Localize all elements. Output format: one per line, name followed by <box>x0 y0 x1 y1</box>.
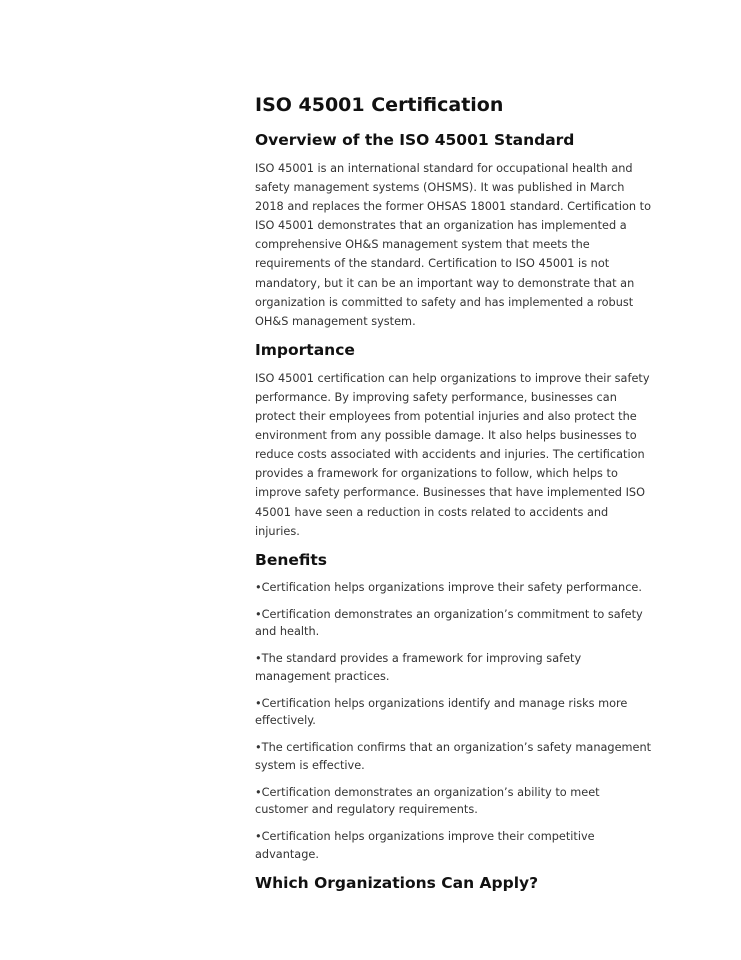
benefit-text: Certification helps organizations improve their safety performance. <box>261 580 642 594</box>
benefits-section <box>255 550 655 864</box>
importance-heading: Importance <box>255 340 355 359</box>
document-title: ISO 45001 Certification <box>255 94 504 116</box>
benefit-text: Certification demonstrates an organization’s commitment to safety and health. <box>255 607 643 639</box>
benefit-item <box>255 695 655 730</box>
importance-section <box>255 340 655 541</box>
benefit-text: Certification helps organizations improve their competitive advantage. <box>255 830 595 861</box>
benefit-text: Certification helps organizations identify and manage risks more effectively. <box>255 696 628 728</box>
bullet-icon: • <box>255 696 262 710</box>
benefit-text: The standard provides a framework for improving safety management practices. <box>255 652 582 683</box>
bullet-icon: • <box>255 652 262 666</box>
benefit-text: Certification demonstrates an organization’s ability to meet customer and regulatory requirements. <box>255 785 600 817</box>
bullet-icon: • <box>255 580 262 594</box>
overview-paragraph: ISO 45001 is an international standard for occupational health and safety management systems (OHSMS). It was published in March 2018 and replaces the former OHSAS 18001 standard. Certification to ISO 45001 demonstrates that an organization has implemented a comprehensive OH&S management system that meets the requirements of the standard. Certification to ISO 45001 is not mandatory, but it can be an important way to demonstrate that an organization is committed to safety and has implemented a robust OH&S management system. <box>255 162 652 328</box>
bullet-icon: • <box>255 830 262 844</box>
benefit-item <box>255 606 655 641</box>
benefit-item <box>255 739 655 774</box>
bullet-icon: • <box>255 607 262 621</box>
benefit-item <box>255 828 655 863</box>
bullet-icon: • <box>255 785 262 799</box>
overview-section <box>255 130 655 331</box>
benefit-item <box>255 650 655 685</box>
benefit-item <box>255 784 655 819</box>
who-can-apply-section <box>255 873 655 893</box>
who-can-apply-heading: Which Organizations Can Apply? <box>255 873 539 892</box>
overview-heading: Overview of the ISO 45001 Standard <box>255 131 575 149</box>
benefit-item <box>255 579 655 597</box>
bullet-icon: • <box>255 741 262 755</box>
benefits-list <box>255 579 655 864</box>
benefits-heading: Benefits <box>255 550 327 569</box>
importance-paragraph: ISO 45001 certification can help organizations to improve their safety performance. By improving safety performance, businesses can protect their employees from potential injuries and also protect the environment from any possible damage. It also helps businesses to reduce costs associated with accidents and injuries. The certification provides a framework for organizations to follow, which helps to improve safety performance. Businesses that have implemented ISO 45001 have seen a reduction in costs related to accidents and injuries. <box>255 371 650 538</box>
document-page <box>255 92 655 902</box>
benefit-text: The certification confirms that an organization’s safety management system is effective. <box>255 741 652 772</box>
